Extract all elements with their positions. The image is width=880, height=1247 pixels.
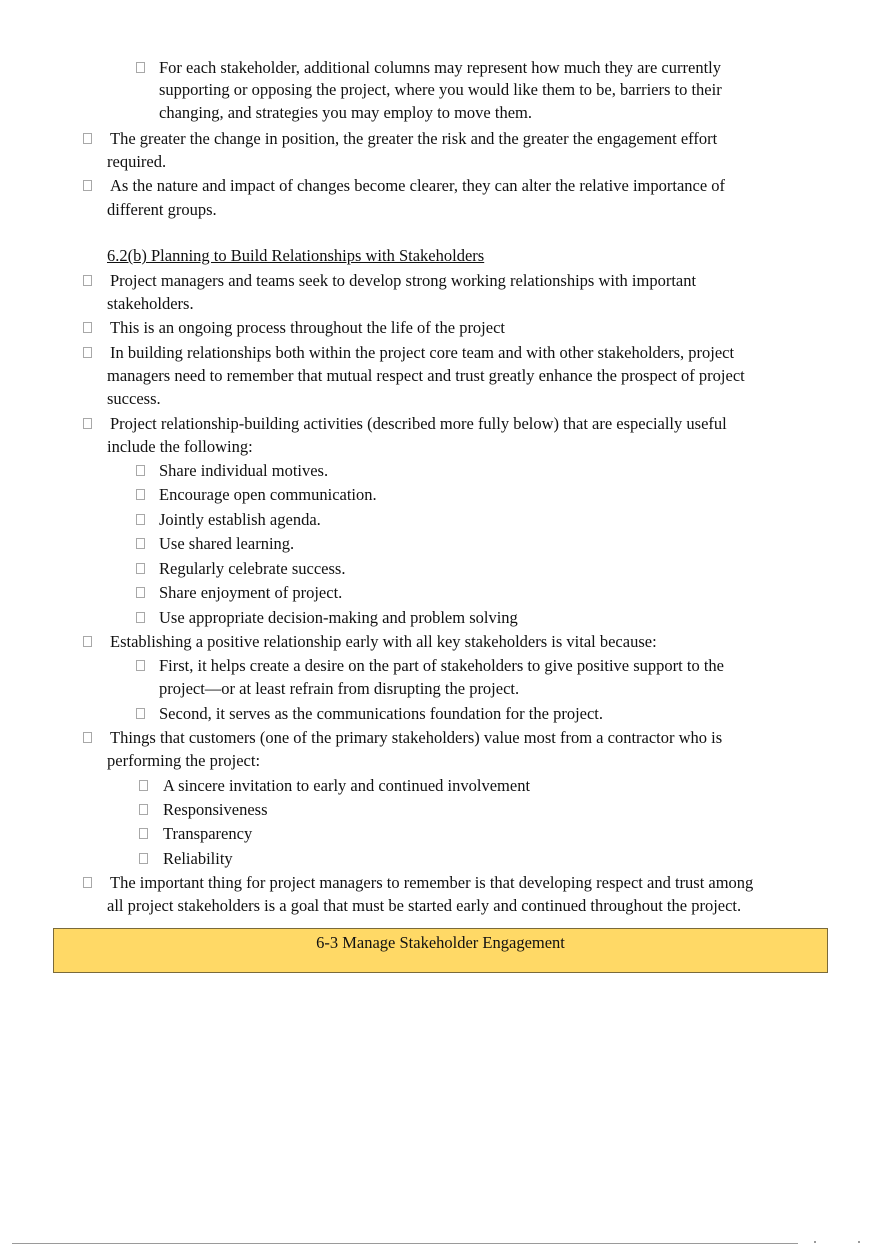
sub-bullet-icon [136,489,145,500]
bullet-icon [83,732,92,743]
footer-dot [858,1241,860,1243]
section-heading: 6.2(b) Planning to Build Relationships with Stakeholders [107,246,485,265]
sub-bullet-icon [139,853,148,864]
bullet-text: The important thing for project managers to remember is that developing respect and trust among [110,873,754,892]
bullet-text: In building relationships both within the project core team and with other stakeholders, project [110,343,735,362]
reason-item: First, it helps create a desire on the part of stakeholders to give positive support to the [159,656,724,675]
bullet-icon [83,347,92,358]
sub-bullet-icon [136,660,145,671]
activity-item: Share individual motives. [159,461,329,480]
sub-bullet-icon [139,780,148,791]
bullet-icon [83,636,92,647]
footer-dot [814,1241,816,1243]
customer-value-item: A sincere invitation to early and continued involvement [163,776,531,795]
bullet-text: required. [107,152,167,171]
activity-item: Jointly establish agenda. [159,510,321,529]
sub-bullet-icon [136,538,145,549]
intro-sub-bullet-line-2: supporting or opposing the project, where you would like them to be, barriers to their [159,80,722,99]
activity-item: Share enjoyment of project. [159,583,343,602]
section-banner-title: 6-3 Manage Stakeholder Engagement [316,933,565,952]
bullet-text: stakeholders. [107,294,194,313]
bullet-icon [83,418,92,429]
sub-bullet-icon [136,465,145,476]
bullet-text: include the following: [107,437,253,456]
activity-item: Encourage open communication. [159,485,377,504]
sub-bullet-icon [139,804,148,815]
customer-value-item: Responsiveness [163,800,268,819]
bullet-text: performing the project: [107,751,261,770]
sub-bullet-icon [136,708,145,719]
bullet-text: success. [107,389,161,408]
customer-value-item: Transparency [163,824,253,843]
footer-rule [12,1243,798,1244]
sub-bullet-icon [136,514,145,525]
sub-bullet-icon [139,828,148,839]
bullet-icon [83,133,92,144]
intro-sub-bullet-line-1: For each stakeholder, additional columns may represent how much they are currently [159,58,721,77]
section-banner [53,928,828,973]
bullet-icon [83,322,92,333]
sub-bullet-icon [136,563,145,574]
bullet-icon [83,180,92,191]
bullet-text: Establishing a positive relationship early with all key stakeholders is vital because: [110,632,657,651]
bullet-text: managers need to remember that mutual respect and trust greatly enhance the prospect of project [107,366,745,385]
bullet-icon [83,275,92,286]
bullet-text: all project stakeholders is a goal that must be started early and continued throughout the project. [107,896,742,915]
reason-item: Second, it serves as the communications foundation for the project. [159,704,604,723]
bullet-text: Things that customers (one of the primary stakeholders) value most from a contractor who is [110,728,723,747]
bullet-text: The greater the change in position, the greater the risk and the greater the engagement effort [110,129,718,148]
bullet-text: different groups. [107,200,217,219]
activity-item: Use appropriate decision-making and problem solving [159,608,518,627]
activity-item: Use shared learning. [159,534,295,553]
sub-bullet-icon [136,62,145,73]
bullet-text: This is an ongoing process throughout the life of the project [110,318,506,337]
bullet-text: Project managers and teams seek to develop strong working relationships with important [110,271,697,290]
bullet-icon [83,877,92,888]
bullet-text: Project relationship-building activities (described more fully below) that are especially useful [110,414,727,433]
sub-bullet-icon [136,587,145,598]
reason-item: project—or at least refrain from disrupting the project. [159,679,520,698]
activity-item: Regularly celebrate success. [159,559,346,578]
sub-bullet-icon [136,612,145,623]
bullet-text: As the nature and impact of changes become clearer, they can alter the relative importance of [110,176,726,195]
customer-value-item: Reliability [163,849,233,868]
intro-sub-bullet-line-3: changing, and strategies you may employ to move them. [159,103,532,122]
